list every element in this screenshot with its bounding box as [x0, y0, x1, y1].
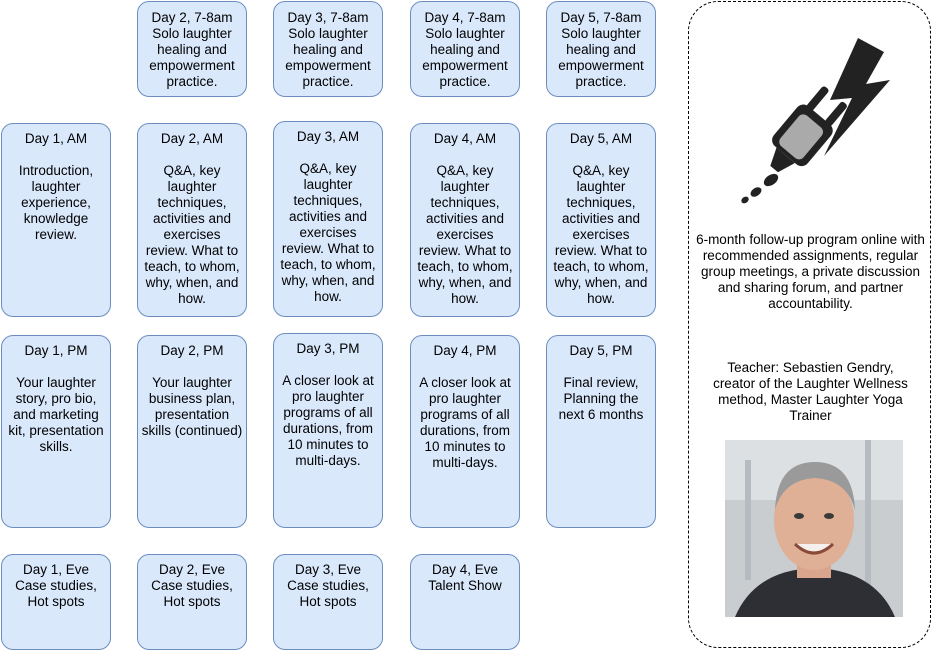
schedule-cell-day3-pm: Day 3, PM A closer look at pro laughter programs of all durations, from 10 minutes to multi-days. [273, 333, 383, 528]
schedule-cell-day4-early: Day 4, 7-8am Solo laughter healing and empowerment practice. [410, 1, 520, 97]
schedule-cell-day1-am: Day 1, AM Introduction, laughter experience, knowledge review. [1, 123, 111, 317]
teacher-portrait [725, 440, 903, 617]
schedule-cell-day3-am: Day 3, AM Q&A, key laughter techniques, activities and exercises review. What to teach, to whom, why, when, and how. [273, 121, 383, 317]
schedule-cell-day4-pm: Day 4, PM A closer look at pro laughter programs of all durations, from 10 minutes to multi-days. [410, 335, 520, 528]
schedule-cell-day4-eve: Day 4, Eve Talent Show [410, 554, 520, 650]
schedule-cell-day3-early: Day 3, 7-8am Solo laughter healing and empowerment practice. [273, 1, 383, 97]
schedule-cell-day1-pm: Day 1, PM Your laughter story, pro bio, and marketing kit, presentation skills. [1, 335, 111, 528]
schedule-cell-day5-pm: Day 5, PM Final review, Planning the next 6 months [546, 335, 656, 528]
schedule-cell-day2-pm: Day 2, PM Your laughter business plan, presentation skills (continued) [137, 335, 247, 528]
schedule-cell-day2-am: Day 2, AM Q&A, key laughter techniques, activities and exercises review. What to teach, to whom, why, when, and how. [137, 123, 247, 317]
schedule-cell-day5-early: Day 5, 7-8am Solo laughter healing and empowerment practice. [546, 1, 656, 97]
schedule-cell-day4-am: Day 4, AM Q&A, key laughter techniques, activities and exercises review. What to teach, to whom, why, when, and how. [410, 123, 520, 317]
schedule-cell-day1-eve: Day 1, Eve Case studies, Hot spots [1, 554, 111, 650]
schedule-cell-day2-early: Day 2, 7-8am Solo laughter healing and empowerment practice. [137, 1, 247, 97]
plug-lightning-icon [738, 38, 898, 208]
schedule-cell-day3-eve: Day 3, Eve Case studies, Hot spots [273, 554, 383, 650]
schedule-cell-day5-am: Day 5, AM Q&A, key laughter techniques, activities and exercises review. What to teach, to whom, why, when, and how. [546, 123, 656, 317]
followup-text: 6-month follow-up program online with recommended assignments, regular group meetings, a private discussion and sharing forum, and partner accountability. [696, 232, 925, 311]
schedule-cell-day2-eve: Day 2, Eve Case studies, Hot spots [137, 554, 247, 650]
teacher-text: Teacher: Sebastien Gendry, creator of the Laughter Wellness method, Master Laughter Yoga Trainer [713, 360, 908, 423]
